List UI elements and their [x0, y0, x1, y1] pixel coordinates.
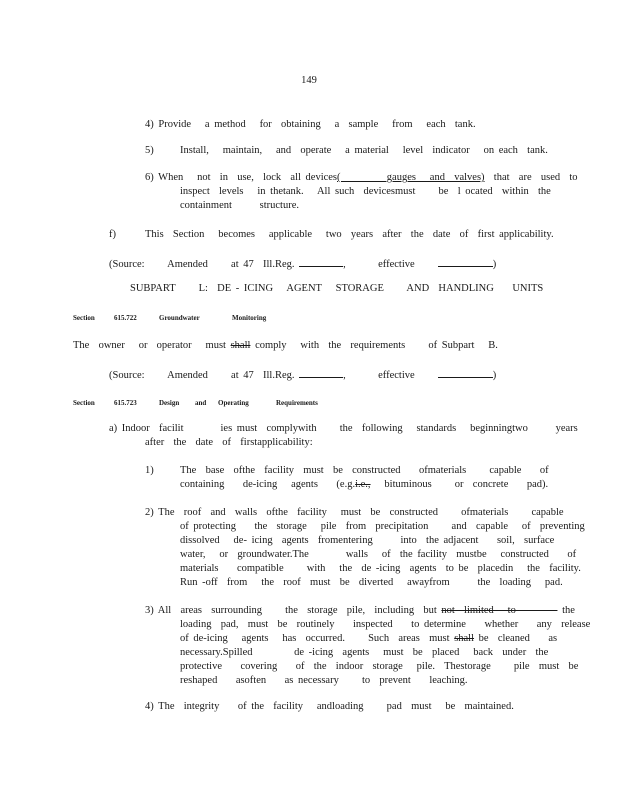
owner-text-before: The owner or operator must — [73, 340, 226, 351]
source-1-suffix: ) — [492, 259, 497, 270]
sub-3-text-l3c: be cleaned as — [474, 633, 558, 644]
item-5-text: Install, maintain, and operate a material level indicator on each tank. — [180, 145, 548, 156]
sub-1-struck-ie: i.e., — [355, 479, 371, 490]
sub-1-text-a: containing de-icing agents (e.g. — [180, 479, 356, 490]
source-2-mid: , effective — [343, 370, 415, 381]
sub-2-line-4: water, or groundwater.The walls of the facility mustbe constructed of — [180, 549, 577, 560]
source-1-blank-2 — [438, 256, 493, 267]
owner-struck-word: shall — [230, 340, 251, 351]
section-615-722-number: 615.722 — [114, 314, 137, 322]
sub-3-line-3 — [180, 632, 557, 645]
item-5-number: 5) — [145, 145, 154, 156]
sub-3-line-5: protective covering of the indoor storage pile. Thestorage pile must be — [180, 661, 579, 672]
section-615-723-title-1: Design — [159, 399, 180, 407]
source-1-blank-1 — [299, 256, 343, 267]
sub-3-text-c: the — [557, 605, 575, 616]
sub-1-number: 1) — [145, 465, 154, 476]
para-a-line-2: after the date of firstapplicability: — [145, 437, 313, 448]
sub-3-text-a: 3) All areas surrounding the storage pile, including but — [145, 605, 442, 616]
sub-2-line-5: materials compatible with the de -icing agents to be placedin the facility. — [180, 563, 581, 574]
owner-text-after: comply with the requirements of Subpart B. — [250, 340, 498, 351]
source-1-mid: , effective — [343, 259, 415, 270]
item-6-line-1 — [145, 171, 578, 184]
item-6-line-2: inspect levels in thetank. All such devicesmust be l ocated within the — [180, 186, 551, 197]
section-615-723-number: 615.723 — [114, 399, 137, 407]
sub-1-line-2 — [180, 478, 548, 491]
item-6-text-a: 6) When not in use, lock all devices — [145, 172, 338, 183]
item-6-line-3: containment structure. — [180, 200, 300, 211]
sub-2-line-1: 2) The roof and walls ofthe facility must be constructed ofmaterials capable — [145, 507, 564, 518]
para-a-line-1: a) Indoor facilit ies must complywith the following standards beginningtwo years — [109, 423, 578, 434]
source-2-prefix: (Source: Amended at 47 Ill.Reg. — [109, 370, 295, 381]
section-615-723-title-3: Operating — [218, 399, 249, 407]
source-1-prefix: (Source: Amended at 47 Ill.Reg. — [109, 259, 295, 270]
sub-3-line-2: loading pad, must be routinely inspected to determine whether any release — [180, 619, 591, 630]
source-note-1 — [109, 256, 496, 271]
section-615-723-title-4: Requirements — [276, 399, 318, 407]
source-note-2 — [109, 367, 496, 382]
sub-2-line-2: of protecting the storage pile from precipitation and capable of preventing — [180, 521, 585, 532]
para-f-label: f) — [109, 229, 116, 240]
source-2-blank-1 — [299, 367, 343, 378]
para-f-text: This Section becomes applicable two years after the date of first applicability. — [145, 229, 554, 240]
sub-3-text-l3a: of de-icing agents has occurred. Such areas must — [180, 633, 450, 644]
sub-1-text-c: bituminous or concrete pad). — [370, 479, 549, 490]
source-2-blank-2 — [438, 367, 493, 378]
sub-2-line-6: Run -off from the roof must be diverted awayfrom the loading pad. — [180, 577, 563, 588]
sub-2-line-3: dissolved de- icing agents fromentering into the adjacent soil, surface — [180, 535, 555, 546]
owner-operator-paragraph — [73, 339, 498, 352]
sub-3-line-6: reshaped asoften as necessary to prevent leaching. — [180, 675, 468, 686]
sub-4-integrity: 4) The integrity of the facility andloading pad must be maintained. — [145, 701, 514, 712]
sub-3-struck-not-limited: not limited to — [441, 605, 558, 616]
sub-3-line-1 — [145, 604, 575, 617]
section-615-722-label: Section — [73, 314, 95, 322]
source-2-suffix: ) — [492, 370, 497, 381]
sub-1-line-1: The base ofthe facility must be constructed ofmaterials capable of — [180, 465, 549, 476]
item-6-underlined-insert: ( gauges and valves) — [337, 172, 485, 183]
section-615-722-title-1: Groundwater — [159, 314, 200, 322]
page-number: 149 — [301, 75, 317, 86]
item-6-text-c: that are used to — [484, 172, 578, 183]
sub-3-line-4: necessary.Spilled de -icing agents must be placed back under the — [180, 647, 549, 658]
subpart-heading: SUBPART L: DE - ICING AGENT STORAGE AND HANDLING UNITS — [130, 283, 544, 294]
section-615-722-title-2: Monitoring — [232, 314, 267, 322]
section-615-723-title-2: and — [195, 399, 207, 407]
item-4-provide-sample: 4) Provide a method for obtaining a sample from each tank. — [145, 119, 476, 130]
sub-3-struck-shall: shall — [454, 633, 475, 644]
section-615-723-label: Section — [73, 399, 95, 407]
